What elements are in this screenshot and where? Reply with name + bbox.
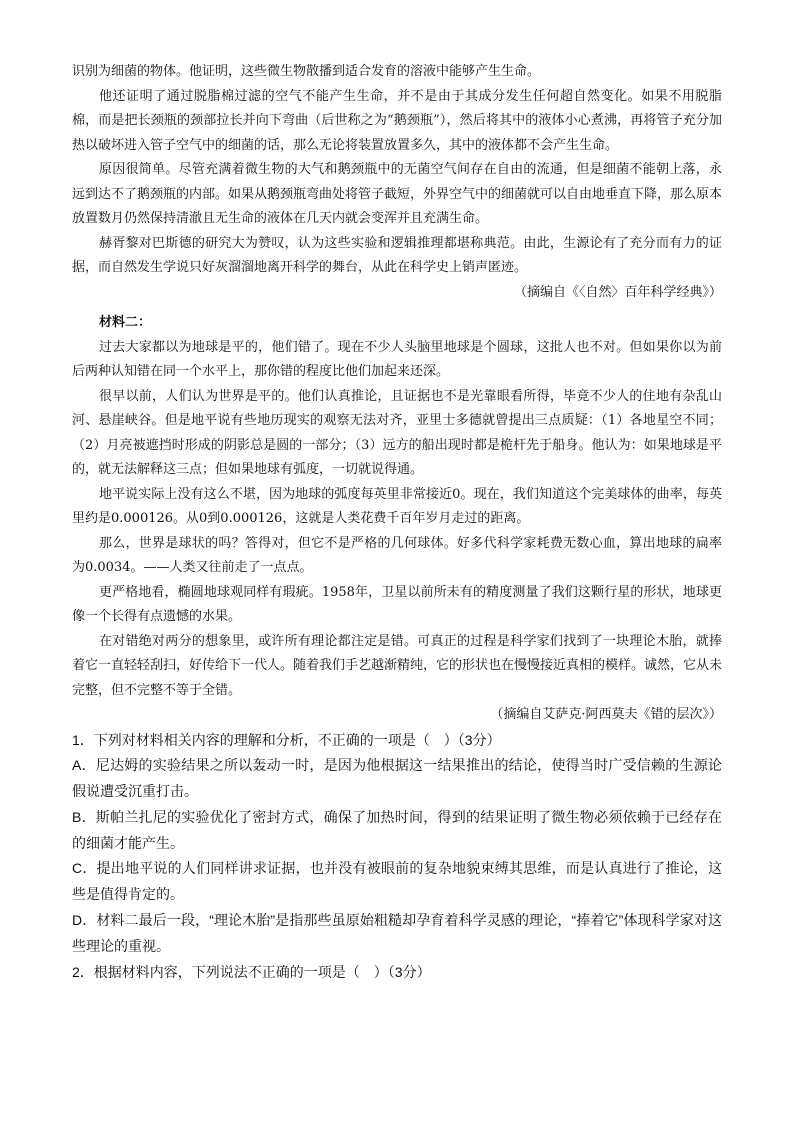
passage-paragraph: 赫胥黎对巴斯德的研究大为赞叹，认为这些实验和逻辑推理都堪称典范。由此，生源论有了充分而有力的证据，而自然发生学说只好灰溜溜地离开科学的舞台，从此在科学史上销声匿迹。: [72, 235, 722, 275]
passage-paragraph: 过去大家都以为地球是平的，他们错了。现在不少人头脑里地球是个圆球，这批人也不对。但如果你以为前后两种认知错在同一个水平上，那你错的程度比他们加起来还深。: [72, 339, 722, 379]
source-citation: （摘编自《〈自然〉百年科学经典》）: [513, 284, 722, 300]
source-citation: （摘编自艾萨克·阿西莫夫《错的层次》）: [490, 707, 722, 722]
material-heading: 材料二：: [99, 315, 152, 330]
passage-paragraph: 原因很简单。尽管充满着微生物的大气和鹅颈瓶中的无菌空气间存在自由的流通，但是细菌不能朝上落，永远到达不了鹅颈瓶的内部。如果从鹅颈瓶弯曲处将管子截短，外界空气中的细菌就可以自由地垂直下降，那么原本放置数月仍然保持清澈且无生命的液体在几天内就会变浑并且充满生命。: [72, 162, 723, 226]
question-stem: 2．根据材料内容，下列说法不正确的一项是（ ）（3分）: [72, 963, 431, 980]
question-stem: 1．下列对材料相关内容的理解和分析，不正确的一项是（ ）（3分）: [72, 731, 501, 748]
passage-paragraph: 更严格地看，椭圆地球观同样有瑕疵。1958年，卫星以前所未有的精度测量了我们这颗行星的形状，地球更像一个长得有点遗憾的水果。: [72, 584, 722, 624]
passage-paragraph: 那么，世界是球状的吗？答得对，但它不是严格的几何球体。好多代科学家耗费无数心血，算出地球的扁率为0.0034。——人类又往前走了一点点。: [72, 535, 722, 575]
answer-option-b: B．斯帕兰扎尼的实验优化了密封方式，确保了加热时间，得到的结果证明了微生物必须依赖于已经存在的细菌才能产生。: [72, 808, 722, 851]
passage-paragraph: 识别为细菌的物体。他证明，这些微生物散播到适合发育的溶液中能够产生生命。: [72, 64, 541, 79]
passage-paragraph: 他还证明了通过脱脂棉过滤的空气不能产生生命，并不是由于其成分发生任何超自然变化。如果不用脱脂棉，而是把长颈瓶的颈部拉长并向下弯曲（后世称之为“鹅颈瓶”），然后将其中的液体小心煮沸，再将管子充分加热以破坏进入管子空气中的细菌的话，那么无论将装置放置多久，其中的液体都不会产生生命。: [72, 88, 722, 153]
answer-option-d: D．材料二最后一段，“理论木胎”是指那些虽原始粗糙却孕育着科学灵感的理论，“捧着它”体现科学家对这些理论的重视。: [72, 912, 722, 954]
passage-paragraph: 很早以前，人们认为世界是平的。他们认真推论，且证据也不是光靠眼看所得，毕竟不少人的住地有杂乱山河、悬崖峡谷。但是地平说有些地历现实的观察无法对齐，亚里士多德就曾提出三点质疑：（1）各地星空不同；（2）月亮被遮挡时形成的阴影总是圆的一部分；（3）远方的船出现时都是桅杆先于船身。他认为：如果地球是平的，就无法解释这三点；但如果地球有弧度，一切就说得通。: [72, 388, 722, 477]
passage-paragraph: 在对错绝对两分的想象里，或许所有理论都注定是错。可真正的过程是科学家们找到了一块理论木胎，就捧着它一直轻轻刮扫，好传给下一代人。随着我们手艺越渐精纯，它的形状也在慢慢接近真相的模样。诚然，它从未完整，但不完整不等于全错。: [72, 633, 723, 698]
answer-option-c: C．提出地平说的人们同样讲求证据，也并没有被眼前的复杂地貌束缚其思维，而是认真进行了推论，这些是值得肯定的。: [72, 860, 722, 903]
answer-option-a: A．尼达姆的实验结果之所以轰动一时，是因为他根据这一结果推出的结论，使得当时广受信赖的生源论假说遭受沉重打击。: [72, 757, 722, 800]
passage-paragraph: 地平说实际上没有这么不堪，因为地球的弧度每英里非常接近0。现在，我们知道这个完美球体的曲率，每英里约是0.000126。从0到0.000126，这就是人类花费千百年岁月走过的距离。: [72, 486, 722, 526]
